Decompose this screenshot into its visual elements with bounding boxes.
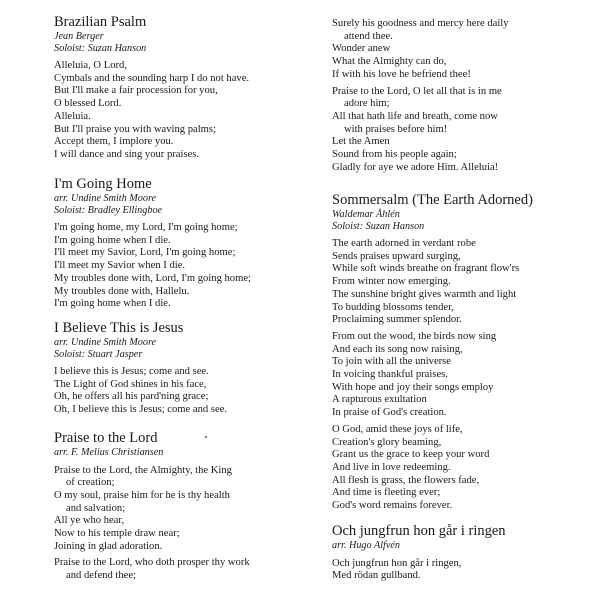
lyric-line: But I'll make a fair procession for you, [54,85,218,97]
lyric-line: The sunshine bright gives warmth and light [332,288,517,300]
lyric-line: Proclaiming summer splendor. [332,314,462,326]
lyric-line: Grant us the grace to keep your word [332,449,490,461]
lyric-line: Oh, I believe this is Jesus; come and see. [54,404,227,416]
lyric-line: If with his love he befriend thee! [332,68,471,80]
lyric-line: Sound from his people again; [332,149,457,161]
lyric-line: The Light of God shines in his face, [54,378,207,390]
lyric-stanza [332,238,594,327]
lyric-line: But I'll praise you with waving palms; [54,123,216,135]
lyric-line: Praise to the Lord, the Almighty, the King [54,464,232,476]
lyric-stanza [332,331,594,420]
lyric-line: I'm going home when I die. [54,234,171,246]
credit-line: arr. Undine Smith Moore [54,193,157,204]
lyric-line: I'll meet my Savior, Lord, I'm going home; [54,247,236,259]
song-block [54,430,316,587]
credit-line: Waldemar Åhlén [332,209,400,220]
lyric-line: Alleluia. [54,110,91,122]
lyric-line: I'm going home, my Lord, I'm going home; [54,222,238,233]
credit-line: Soloist: Stuart Jasper [54,348,143,360]
lyric-line: with praises before him! [344,123,448,135]
song-title: I Believe This is Jesus [54,320,184,336]
lyric-line: Wonder anew [332,43,391,55]
lyric-line: Praise to the Lord, who doth prosper thy work [54,557,250,569]
lyric-stanza [54,60,316,162]
credit-line: Soloist: Bradley Ellingboe [54,204,163,216]
lyric-line: O my soul, praise him for he is thy health [54,489,230,501]
lyric-line: The earth adorned in verdant robe [332,238,476,249]
credit-line: arr. Undine Smith Moore [54,337,157,348]
song-credits [54,31,316,54]
lyric-stanza [332,558,594,583]
lyric-line: From winter now emerging. [332,276,451,288]
lyric-line: With hope and joy their songs employ [332,381,494,393]
lyric-line: My troubles done with, Hallelu. [54,285,190,297]
song-title: Sommersalm (The Earth Adorned) [332,192,533,208]
lyric-stanza [332,424,594,513]
song-block [54,14,316,166]
lyric-line: In voicing thankful praises. [332,369,448,381]
lyric-line: Now to his temple draw near; [54,528,180,540]
song-block [54,176,316,315]
credit-line: Soloist: Suzan Hanson [332,220,425,232]
lyric-line: All ye who hear, [54,515,125,527]
lyric-stanza [332,18,594,82]
lyric-line: While soft winds breathe on fragrant flow'rs [332,263,520,275]
lyric-line: A rapturous exultation [332,394,427,406]
song-credits [54,447,316,459]
song-credits [332,209,594,232]
song-block [332,192,594,517]
lyric-line: Sends praises upward surging, [332,250,461,262]
song-credits [54,193,316,216]
credit-line: arr. Hugo Alfvén [332,540,401,551]
lyric-line: Och jungfrun hon går i ringen, [332,557,462,569]
lyric-line: To join with all the universe [332,356,452,368]
lyric-line: In praise of God's creation. [332,407,447,419]
lyric-line: I'll meet my Savior when I die. [54,260,186,272]
song-title: Praise to the Lord [54,430,158,446]
lyric-line: Surely his goodness and mercy here daily [332,18,509,29]
lyric-line: I believe this is Jesus; come and see. [54,366,209,377]
lyric-line: Praise to the Lord, O let all that is in me [332,85,502,97]
lyric-line: adore him; [344,98,390,110]
lyric-line: God's word remains forever. [332,500,453,512]
lyric-line: Alleluia, O Lord, [54,60,127,71]
song-title: Brazilian Psalm [54,14,147,30]
lyric-line: Cymbals and the sounding harp I do not have. [54,72,250,84]
song-credits [332,540,594,552]
lyric-line: Accept them, I implore you. [54,136,174,148]
lyric-line: And time is fleeting ever; [332,487,441,499]
lyric-line: And live in love redeeming. [332,461,451,473]
song-title: Och jungfrun hon går i ringen [332,523,506,539]
lyric-line: Creation's glory beaming, [332,436,442,448]
lyric-line: All flesh is grass, the flowers fade, [332,474,480,486]
lyric-line: and salvation; [66,502,126,514]
song-block [332,18,594,178]
lyric-line: What the Almighty can do, [332,56,447,68]
credit-line: Soloist: Suzan Hanson [54,42,147,54]
print-speck [205,436,207,438]
lyric-stanza [54,465,316,554]
lyric-stanza [54,222,316,311]
credit-line: Jean Berger [54,31,104,42]
lyric-line: I will dance and sing your praises. [54,148,200,160]
lyric-stanza [54,366,316,417]
song-block [332,523,594,587]
lyric-line: of creation; [66,477,115,489]
lyric-line: Gladly for aye we adore Him. Alleluia! [332,161,499,173]
song-title: I'm Going Home [54,176,152,192]
credit-line: arr. F. Melius Christiansen [54,447,164,458]
lyric-line: I'm going home when I die. [54,298,171,310]
lyric-stanza [54,557,316,582]
lyric-line: O God, amid these joys of life, [332,423,463,435]
lyric-line: Let the Amen [332,136,390,148]
lyric-line: Oh, he offers all his pard'ning grace; [54,391,209,403]
lyric-line: Joining in glad adoration. [54,540,163,552]
lyric-line: All that hath life and breath, come now [332,110,498,122]
song-credits [54,337,316,360]
lyric-line: Med rödan gullband. [332,570,421,582]
lyric-line: My troubles done with, Lord, I'm going home; [54,272,251,284]
lyric-line: and defend thee; [66,570,137,582]
lyric-line: And each its song now raising, [332,343,463,355]
song-block [54,320,316,421]
lyric-line: attend thee. [344,30,393,42]
lyric-line: To budding blossoms tender, [332,301,454,313]
lyric-line: O blessed Lord. [54,98,122,110]
lyric-stanza [332,86,594,175]
lyric-line: From out the wood, the birds now sing [332,330,497,342]
